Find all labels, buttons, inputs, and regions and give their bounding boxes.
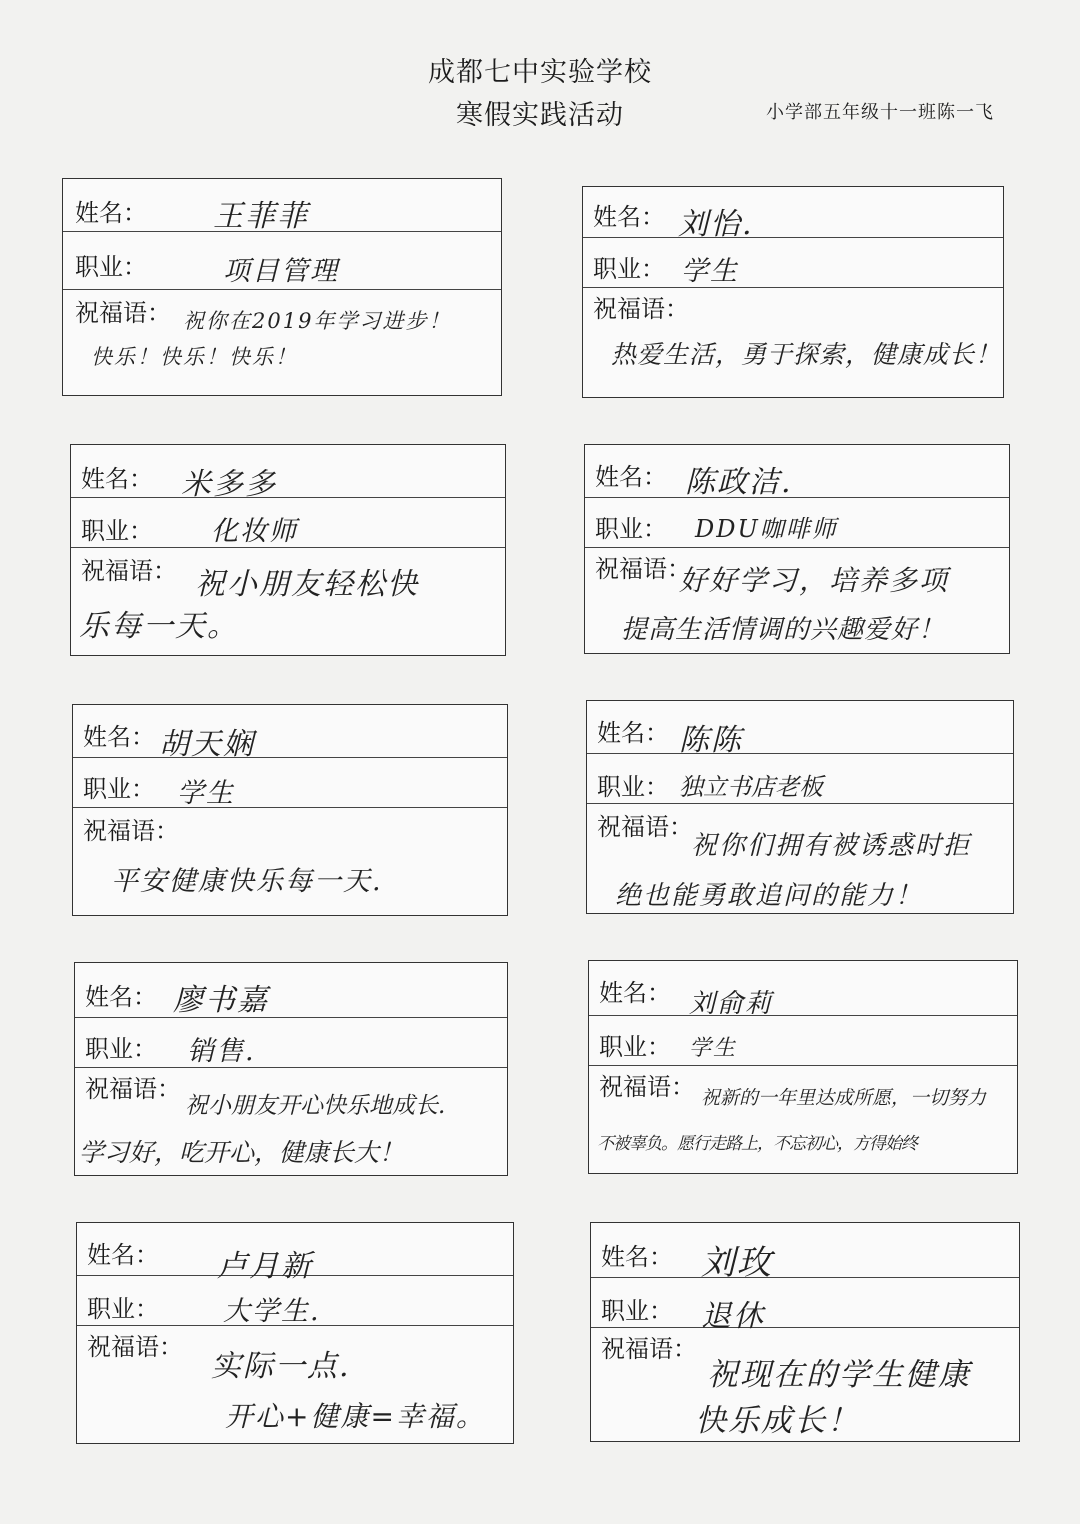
- name-value: 陈政洁.: [685, 465, 793, 500]
- wish-line-2: 开心+健康=幸福。: [225, 1400, 486, 1433]
- wish-line-2: 快乐！快乐！快乐！: [91, 345, 298, 369]
- student-info: 小学部五年级十一班陈一飞: [766, 102, 994, 123]
- greeting-card: [586, 700, 1014, 914]
- wish-line-1: 祝新的一年里达成所愿，一切努力: [701, 1087, 987, 1109]
- greeting-card: [72, 704, 508, 916]
- wish-line-1: 祝你们拥有被诱惑时拒: [691, 831, 972, 861]
- job-label: 职业：: [83, 775, 155, 803]
- wish-line-1: 实际一点.: [211, 1349, 351, 1384]
- activity-title: 寒假实践活动: [456, 100, 624, 131]
- greeting-card: [62, 178, 502, 396]
- name-value: 陈陈: [679, 723, 743, 758]
- wish-line-1: 好好学习，培养多项: [679, 564, 950, 597]
- job-label: 职业：: [597, 773, 669, 801]
- wish-label: 祝福语：: [597, 813, 693, 841]
- wish-line-2: 快乐成长！: [695, 1403, 860, 1439]
- name-label: 姓名：: [83, 723, 155, 751]
- name-value: 米多多: [181, 467, 277, 502]
- wish-line-1: 祝现在的学生健康: [707, 1357, 971, 1393]
- wish-line-1: 热爱生活，勇于探索，健康成长！: [611, 340, 1002, 369]
- wish-line-2: 乐每一天。: [79, 609, 239, 644]
- wish-line-1: 祝小朋友开心快乐地成长.: [185, 1093, 446, 1119]
- name-label: 姓名：: [595, 463, 667, 491]
- greeting-card: [588, 960, 1018, 1174]
- greeting-card: [70, 444, 506, 656]
- wish-label: 祝福语：: [83, 817, 179, 845]
- wish-line-1: 祝小朋友轻松快: [195, 567, 419, 602]
- name-label: 姓名：: [81, 465, 153, 493]
- name-value: 王菲菲: [213, 199, 309, 234]
- job-value: 化妆师: [211, 516, 298, 547]
- wish-label: 祝福语：: [595, 555, 691, 583]
- name-label: 姓名：: [599, 979, 671, 1007]
- name-label: 姓名：: [601, 1243, 673, 1271]
- job-value: 大学生.: [223, 1296, 321, 1327]
- job-value: 退休: [701, 1299, 765, 1334]
- job-value: DDU咖啡师: [695, 515, 838, 543]
- job-value: 销售.: [187, 1036, 256, 1067]
- wish-line-2: 学习好，吃开心，健康长大！: [79, 1138, 405, 1167]
- name-value: 刘怡.: [678, 207, 754, 242]
- name-label: 姓名：: [87, 1241, 159, 1269]
- wish-label: 祝福语：: [75, 299, 171, 327]
- job-value: 学生: [681, 256, 739, 287]
- name-label: 姓名：: [597, 719, 669, 747]
- job-value: 学生: [177, 778, 235, 809]
- name-value: 刘玫: [701, 1243, 773, 1283]
- job-label: 职业：: [595, 515, 667, 543]
- name-label: 姓名：: [85, 983, 157, 1011]
- job-value: 学生: [689, 1036, 738, 1061]
- job-label: 职业：: [601, 1297, 673, 1325]
- greeting-card: [584, 444, 1010, 654]
- wish-label: 祝福语：: [599, 1073, 695, 1101]
- name-value: 刘俞莉: [689, 989, 774, 1019]
- wish-label: 祝福语：: [87, 1333, 183, 1361]
- greeting-card: [76, 1222, 514, 1444]
- wish-label: 祝福语：: [81, 557, 177, 585]
- name-value: 廖书嘉: [173, 983, 269, 1018]
- wish-line-2: 提高生活情调的兴趣爱好！: [621, 615, 946, 645]
- job-label: 职业：: [85, 1035, 157, 1063]
- job-label: 职业：: [593, 255, 665, 283]
- job-value: 项目管理: [223, 256, 339, 287]
- greeting-card: [74, 962, 508, 1176]
- wish-label: 祝福语：: [593, 295, 689, 323]
- job-label: 职业：: [599, 1033, 671, 1061]
- wish-label: 祝福语：: [85, 1075, 181, 1103]
- name-value: 卢月新: [217, 1249, 313, 1284]
- wish-line-2: 不被辜负。愿行走路上，不忘初心，方得始终: [597, 1134, 917, 1154]
- wish-label: 祝福语：: [601, 1335, 697, 1363]
- wish-line-1: 祝你在2019年学习进步！: [183, 309, 452, 333]
- job-label: 职业：: [81, 517, 153, 545]
- name-label: 姓名：: [75, 199, 147, 227]
- wish-line-2: 绝也能勇敢追问的能力！: [615, 881, 924, 911]
- name-value: 胡天娴: [159, 727, 255, 762]
- greeting-card: [590, 1222, 1020, 1442]
- job-label: 职业：: [87, 1295, 159, 1323]
- job-value: 独立书店老板: [679, 773, 823, 801]
- name-label: 姓名：: [593, 203, 665, 231]
- wish-line-1: 平安健康快乐每一天.: [111, 866, 383, 897]
- greeting-card: [582, 186, 1004, 398]
- school-title: 成都七中实验学校: [428, 57, 652, 88]
- job-label: 职业：: [75, 253, 147, 281]
